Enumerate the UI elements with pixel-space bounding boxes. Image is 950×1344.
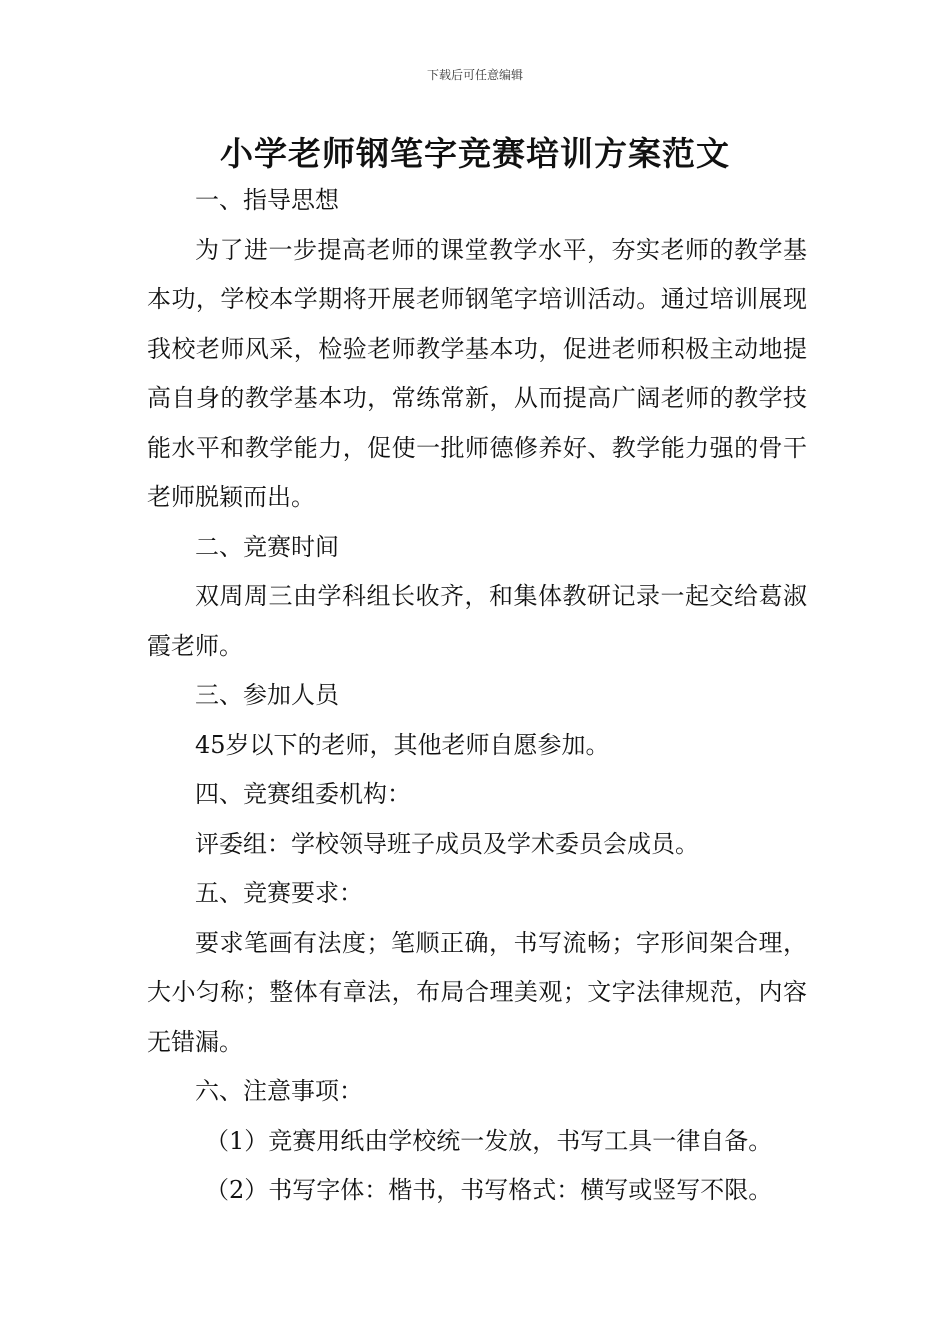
section-body-competition-time: 双周周三由学科组长收齐，和集体教研记录一起交给葛淑霞老师。 bbox=[147, 582, 807, 660]
section-body-participants: 45岁以下的老师，其他老师自愿参加。 bbox=[195, 730, 610, 759]
notes-item-1: （1）竞赛用纸由学校统一发放，书写工具一律自备。 bbox=[205, 1126, 773, 1155]
section-heading-notes: 六、注意事项： bbox=[195, 1077, 363, 1105]
header-note: 下载后可任意编辑 bbox=[426, 68, 523, 82]
section-heading-participants: 三、参加人员 bbox=[195, 681, 339, 709]
section-body-guiding-idea: 为了进一步提高老师的课堂教学水平，夯实老师的教学基本功，学校本学期将开展老师钢笔字培训活动。通过培训展现我校老师风采，检验老师教学基本功，促进老师积极主动地提高自身的教学基本功，常练常新，从而提高广阔老师的教学技能水平和教学能力，促使一批师德修养好、教学能力强的骨干老师脱颖而出。 bbox=[147, 235, 807, 511]
document-title: 小学老师钢笔字竞赛培训方案范文 bbox=[220, 134, 730, 173]
section-heading-requirements: 五、竞赛要求： bbox=[195, 879, 363, 907]
document-body bbox=[147, 176, 807, 1216]
section-heading-competition-time: 二、竞赛时间 bbox=[195, 532, 339, 561]
notes-item-2: （2）书写字体：楷书，书写格式：横写或竖写不限。 bbox=[205, 1176, 773, 1204]
section-heading-guiding-idea: 一、指导思想 bbox=[195, 186, 339, 214]
section-body-requirements: 要求笔画有法度；笔顺正确，书写流畅；字形间架合理，大小匀称；整体有章法，布局合理美观；文字法律规范，内容无错漏。 bbox=[147, 928, 807, 1056]
section-heading-organizing-committee: 四、竞赛组委机构： bbox=[195, 780, 411, 808]
section-body-organizing-committee: 评委组：学校领导班子成员及学术委员会成员。 bbox=[195, 829, 699, 858]
